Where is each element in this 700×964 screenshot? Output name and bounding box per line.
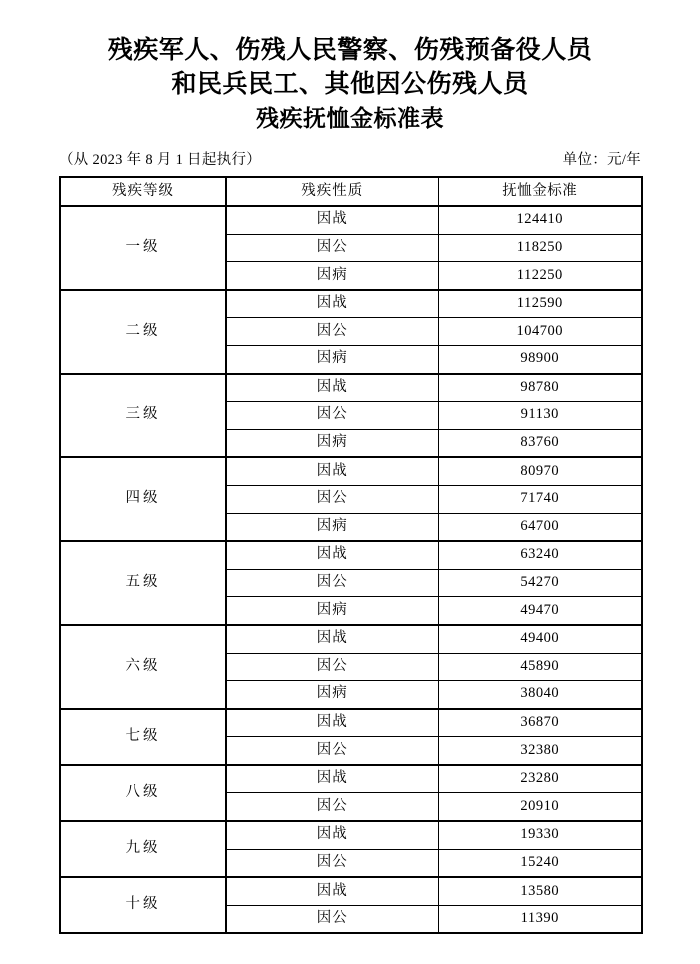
amount-cell: 13580 — [438, 877, 642, 905]
unit-note: 单位：元/年 — [562, 152, 641, 168]
nature-cell: 因病 — [226, 681, 438, 709]
nature-cell: 因病 — [226, 597, 438, 625]
nature-cell: 因公 — [226, 905, 438, 933]
amount-cell: 64700 — [438, 513, 642, 541]
column-header-nature: 残疾性质 — [226, 177, 438, 206]
table-header — [60, 177, 642, 206]
amount-cell: 71740 — [438, 485, 642, 513]
amount-cell: 23280 — [438, 765, 642, 793]
amount-cell: 32380 — [438, 737, 642, 765]
amount-cell: 63240 — [438, 541, 642, 569]
table-row — [60, 877, 642, 905]
nature-cell: 因战 — [226, 290, 438, 318]
nature-cell: 因公 — [226, 849, 438, 877]
table-row — [60, 625, 642, 653]
nature-cell: 因公 — [226, 793, 438, 821]
grade-cell: 九级 — [60, 821, 226, 877]
nature-cell: 因公 — [226, 318, 438, 346]
nature-cell: 因公 — [226, 234, 438, 262]
nature-cell: 因战 — [226, 877, 438, 905]
amount-cell: 80970 — [438, 457, 642, 485]
amount-cell: 36870 — [438, 709, 642, 737]
grade-cell: 四级 — [60, 457, 226, 541]
nature-cell: 因战 — [226, 206, 438, 234]
nature-cell: 因公 — [226, 402, 438, 430]
amount-cell: 11390 — [438, 905, 642, 933]
grade-cell: 六级 — [60, 625, 226, 709]
grade-cell: 十级 — [60, 877, 226, 933]
amount-cell: 112250 — [438, 262, 642, 290]
table-row — [60, 374, 642, 402]
nature-cell: 因病 — [226, 513, 438, 541]
nature-cell: 因公 — [226, 485, 438, 513]
document-meta-row — [59, 150, 641, 170]
nature-cell: 因战 — [226, 625, 438, 653]
column-header-grade: 残疾等级 — [60, 177, 226, 206]
grade-cell: 七级 — [60, 709, 226, 765]
grade-cell: 一级 — [60, 206, 226, 290]
title-line-1: 残疾军人、伤残人民警察、伤残预备役人员 — [107, 37, 593, 64]
table-body — [60, 206, 642, 933]
table-row — [60, 206, 642, 234]
table-row — [60, 457, 642, 485]
grade-cell: 五级 — [60, 541, 226, 625]
title-line-2: 和民兵民工、其他因公伤残人员 — [171, 71, 529, 98]
nature-cell: 因战 — [226, 374, 438, 402]
nature-cell: 因公 — [226, 737, 438, 765]
column-header-amount: 抚恤金标准 — [438, 177, 642, 206]
table-row — [60, 765, 642, 793]
standards-table-wrapper — [59, 176, 641, 934]
nature-cell: 因病 — [226, 262, 438, 290]
amount-cell: 98900 — [438, 345, 642, 373]
amount-cell: 98780 — [438, 374, 642, 402]
amount-cell: 83760 — [438, 429, 642, 457]
table-row — [60, 709, 642, 737]
amount-cell: 20910 — [438, 793, 642, 821]
table-row — [60, 821, 642, 849]
amount-cell: 124410 — [438, 206, 642, 234]
amount-cell: 112590 — [438, 290, 642, 318]
table-row — [60, 541, 642, 569]
amount-cell: 54270 — [438, 569, 642, 597]
nature-cell: 因病 — [226, 345, 438, 373]
amount-cell: 91130 — [438, 402, 642, 430]
nature-cell: 因战 — [226, 765, 438, 793]
amount-cell: 45890 — [438, 653, 642, 681]
document-title-block — [0, 0, 700, 136]
amount-cell: 38040 — [438, 681, 642, 709]
nature-cell: 因公 — [226, 569, 438, 597]
nature-cell: 因公 — [226, 653, 438, 681]
amount-cell: 15240 — [438, 849, 642, 877]
effective-date-note: （从 2023 年 8 月 1 日起执行） — [59, 152, 262, 168]
amount-cell: 104700 — [438, 318, 642, 346]
table-header-row — [60, 177, 642, 206]
grade-cell: 八级 — [60, 765, 226, 821]
nature-cell: 因战 — [226, 821, 438, 849]
amount-cell: 49400 — [438, 625, 642, 653]
nature-cell: 因病 — [226, 429, 438, 457]
amount-cell: 19330 — [438, 821, 642, 849]
nature-cell: 因战 — [226, 541, 438, 569]
title-line-3: 残疾抚恤金标准表 — [256, 106, 444, 131]
grade-cell: 二级 — [60, 290, 226, 374]
nature-cell: 因战 — [226, 709, 438, 737]
amount-cell: 49470 — [438, 597, 642, 625]
table-row — [60, 290, 642, 318]
amount-cell: 118250 — [438, 234, 642, 262]
grade-cell: 三级 — [60, 374, 226, 458]
pension-standards-table — [59, 176, 643, 934]
nature-cell: 因战 — [226, 457, 438, 485]
